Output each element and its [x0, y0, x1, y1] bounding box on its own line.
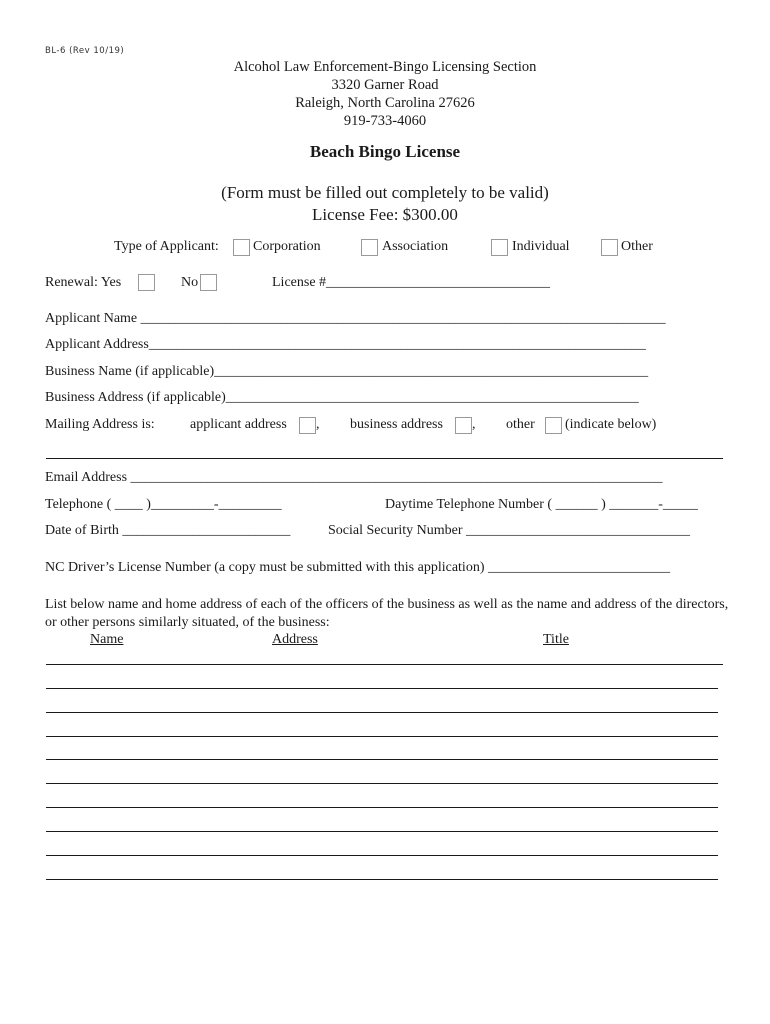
- officer-line[interactable]: [46, 831, 718, 832]
- comma: ,: [316, 417, 320, 432]
- mailing-other-label: other: [506, 417, 535, 432]
- officer-line[interactable]: [46, 783, 718, 784]
- officer-line[interactable]: [46, 879, 718, 880]
- association-checkbox[interactable]: [361, 239, 378, 256]
- col-title-header: Title: [543, 632, 569, 647]
- officer-line[interactable]: [46, 712, 718, 713]
- officer-line[interactable]: [46, 759, 718, 760]
- mailing-other-checkbox[interactable]: [545, 417, 562, 434]
- mailing-label: Mailing Address is:: [45, 417, 155, 432]
- comma: ,: [472, 417, 476, 432]
- other-type-checkbox[interactable]: [601, 239, 618, 256]
- ssn-field[interactable]: Social Security Number ________________________________: [328, 523, 691, 538]
- business-name-field[interactable]: Business Name (if applicable)______________________________________________________________: [45, 364, 649, 379]
- officer-line[interactable]: [46, 688, 718, 689]
- col-name-header: Name: [90, 632, 124, 647]
- org-street: 3320 Garner Road: [331, 77, 439, 93]
- org-phone: 919-733-4060: [343, 113, 427, 129]
- daytime-phone-field[interactable]: Daytime Telephone Number ( ______ ) _______-_____: [385, 497, 698, 512]
- drivers-license-field[interactable]: NC Driver’s License Number (a copy must be submitted with this application) __________________________: [45, 560, 670, 575]
- form-subtitle: (Form must be filled out completely to be valid): [221, 183, 549, 202]
- form-code: BL-6 (Rev 10/19): [45, 46, 125, 56]
- officer-line[interactable]: [46, 664, 723, 665]
- corporation-checkbox[interactable]: [233, 239, 250, 256]
- license-number-field[interactable]: License #________________________________: [272, 275, 551, 290]
- mailing-other-line[interactable]: [46, 458, 723, 459]
- form-title: Beach Bingo License: [309, 142, 461, 161]
- telephone-field[interactable]: Telephone ( ____ )_________-_________: [45, 497, 282, 512]
- applicant-type-label: Type of Applicant:: [114, 239, 219, 254]
- renewal-no-checkbox[interactable]: [200, 274, 217, 291]
- org-name: Alcohol Law Enforcement-Bingo Licensing Section: [233, 59, 537, 75]
- officers-instructions: List below name and home address of each of the officers of the business as well as the name and address of the directors, or other persons similarly situated, of the business:: [45, 597, 729, 630]
- mailing-indicate-label: (indicate below): [565, 417, 657, 432]
- col-address-header: Address: [272, 632, 318, 647]
- association-label: Association: [382, 239, 449, 254]
- renewal-no-label: No: [181, 275, 199, 290]
- org-city: Raleigh, North Carolina 27626: [295, 95, 475, 111]
- email-field[interactable]: Email Address ____________________________________________________________________________: [45, 470, 663, 485]
- officer-line[interactable]: [46, 855, 718, 856]
- mailing-business-checkbox[interactable]: [455, 417, 472, 434]
- business-address-field[interactable]: Business Address (if applicable)___________________________________________________________: [45, 390, 639, 405]
- officer-line[interactable]: [46, 736, 718, 737]
- renewal-yes-label: Renewal: Yes: [45, 275, 122, 290]
- other-type-label: Other: [621, 239, 653, 254]
- license-fee: License Fee: $300.00: [312, 205, 458, 224]
- applicant-name-field[interactable]: Applicant Name ___________________________________________________________________________: [45, 311, 666, 326]
- mailing-applicant-label: applicant address: [190, 417, 287, 432]
- corporation-label: Corporation: [253, 239, 321, 254]
- mailing-business-label: business address: [350, 417, 443, 432]
- dob-field[interactable]: Date of Birth ________________________: [45, 523, 291, 538]
- mailing-applicant-checkbox[interactable]: [299, 417, 316, 434]
- individual-checkbox[interactable]: [491, 239, 508, 256]
- officer-line[interactable]: [46, 807, 718, 808]
- applicant-address-field[interactable]: Applicant Address_______________________________________________________________________: [45, 337, 646, 352]
- individual-label: Individual: [512, 239, 570, 254]
- renewal-yes-checkbox[interactable]: [138, 274, 155, 291]
